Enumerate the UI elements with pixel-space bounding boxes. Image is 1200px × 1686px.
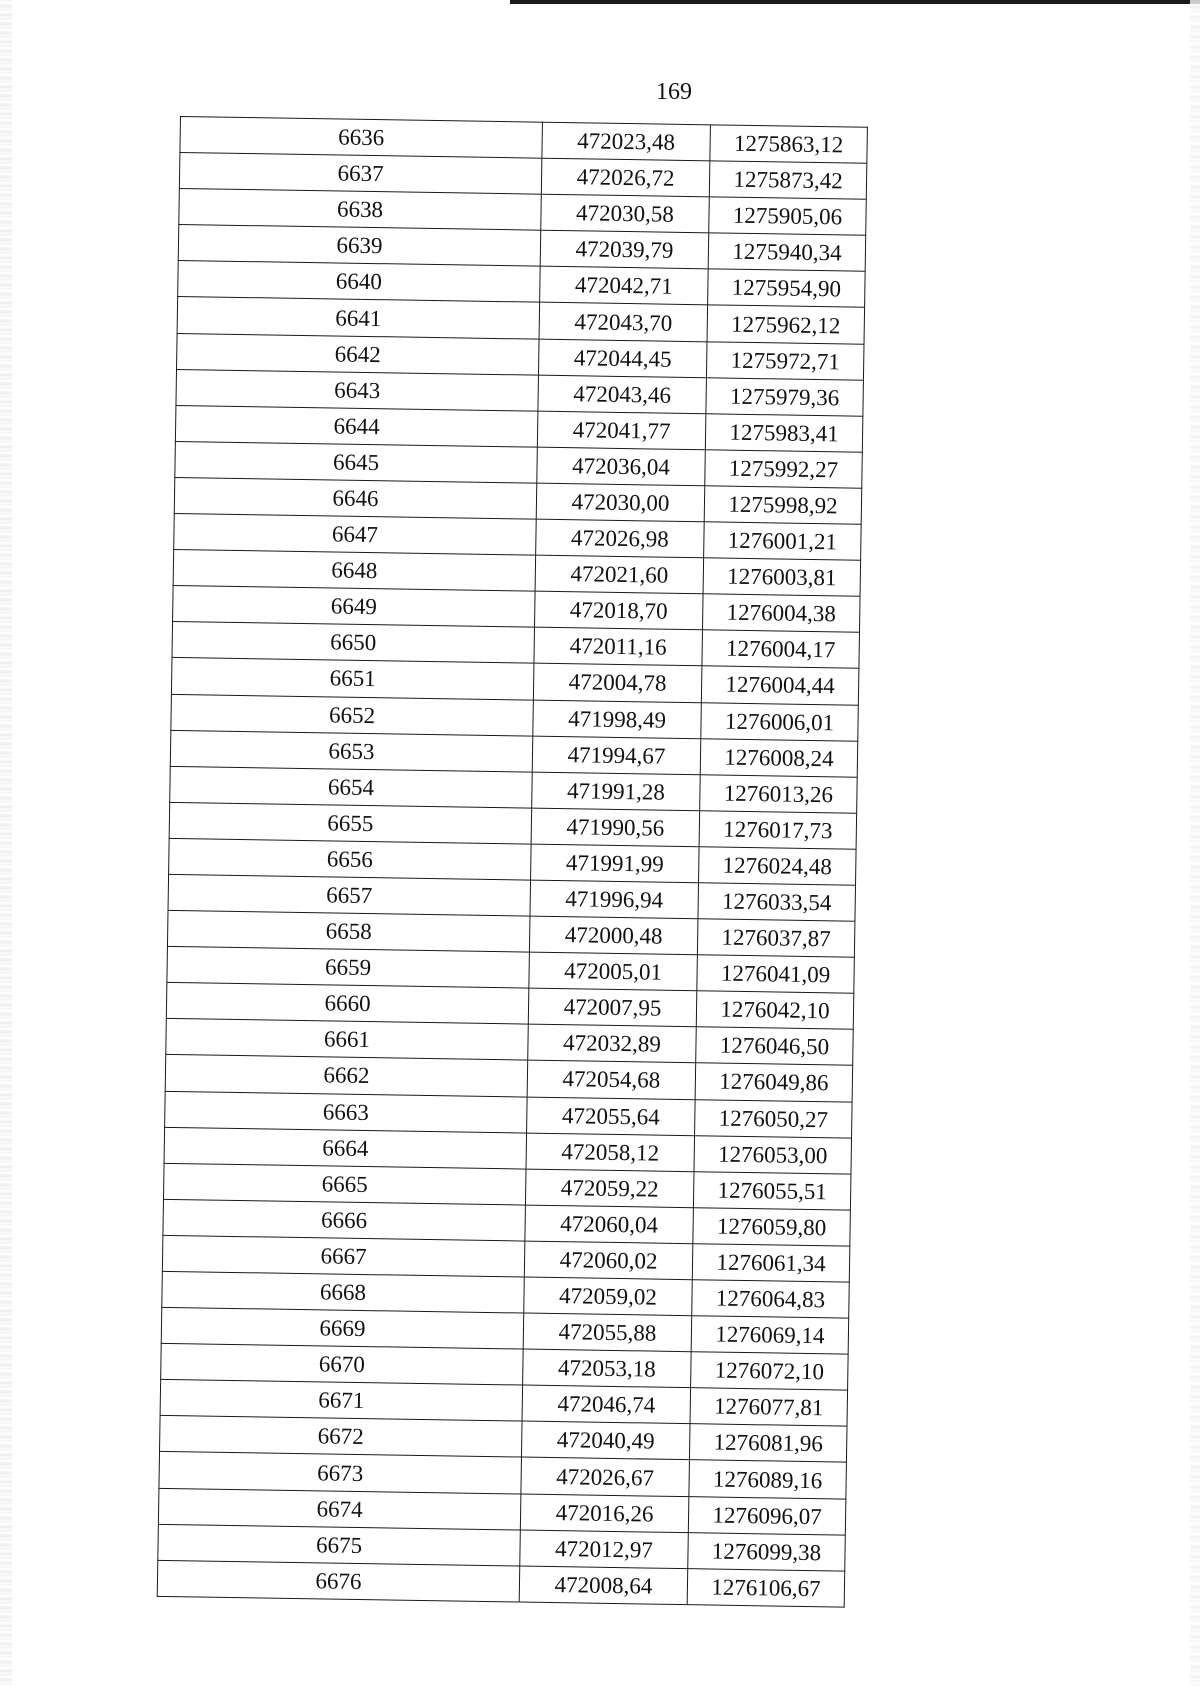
y-coordinate-cell: 1276004,44 [701, 666, 859, 705]
point-number-cell: 6652 [171, 694, 534, 736]
point-number-cell: 6666 [163, 1199, 526, 1241]
x-coordinate-cell: 472054,68 [527, 1061, 696, 1100]
point-number-cell: 6671 [160, 1380, 523, 1422]
y-coordinate-cell: 1276059,80 [693, 1208, 851, 1247]
y-coordinate-cell: 1275873,42 [709, 161, 867, 200]
y-coordinate-cell: 1275972,71 [706, 341, 864, 380]
y-coordinate-cell: 1276013,26 [700, 774, 858, 813]
x-coordinate-cell: 472053,18 [523, 1349, 692, 1388]
x-coordinate-cell: 472055,64 [527, 1097, 696, 1136]
x-coordinate-cell: 472046,74 [522, 1385, 691, 1424]
x-coordinate-cell: 472030,58 [541, 194, 710, 233]
point-number-cell: 6641 [177, 297, 540, 339]
point-number-cell: 6640 [178, 261, 541, 303]
x-coordinate-cell: 472012,97 [520, 1530, 689, 1569]
y-coordinate-cell: 1276106,67 [687, 1568, 845, 1607]
x-coordinate-cell: 472026,72 [541, 158, 710, 197]
y-coordinate-cell: 1276072,10 [691, 1352, 849, 1391]
x-coordinate-cell: 472040,49 [521, 1421, 690, 1460]
x-coordinate-cell: 472043,46 [538, 375, 707, 414]
y-coordinate-cell: 1276008,24 [700, 738, 858, 777]
x-coordinate-cell: 472032,89 [528, 1024, 697, 1063]
x-coordinate-cell: 472000,48 [529, 916, 698, 955]
point-number-cell: 6639 [178, 225, 541, 267]
point-number-cell: 6660 [166, 983, 529, 1025]
y-coordinate-cell: 1276004,38 [702, 594, 860, 633]
point-number-cell: 6674 [158, 1488, 521, 1530]
x-coordinate-cell: 472058,12 [526, 1133, 695, 1172]
y-coordinate-cell: 1276046,50 [696, 1027, 854, 1066]
point-number-cell: 6667 [162, 1235, 525, 1277]
point-number-cell: 6675 [158, 1524, 521, 1566]
x-coordinate-cell: 472059,02 [524, 1277, 693, 1316]
x-coordinate-cell: 472036,04 [537, 447, 706, 486]
x-coordinate-cell: 472026,98 [536, 519, 705, 558]
point-number-cell: 6647 [174, 513, 537, 555]
x-coordinate-cell: 471996,94 [530, 880, 699, 919]
x-coordinate-cell: 472060,02 [524, 1241, 693, 1280]
y-coordinate-cell: 1276081,96 [689, 1424, 847, 1463]
point-number-cell: 6655 [169, 802, 532, 844]
y-coordinate-cell: 1276001,21 [704, 522, 862, 561]
point-number-cell: 6668 [162, 1271, 525, 1313]
y-coordinate-cell: 1276024,48 [699, 847, 857, 886]
point-number-cell: 6670 [161, 1344, 524, 1386]
point-number-cell: 6637 [179, 153, 542, 195]
point-number-cell: 6650 [172, 622, 535, 664]
x-coordinate-cell: 472004,78 [533, 664, 702, 703]
point-number-cell: 6648 [173, 550, 536, 592]
scan-left-edge [0, 0, 12, 1686]
page-number: 169 [656, 79, 692, 105]
point-number-cell: 6656 [169, 838, 532, 880]
point-number-cell: 6638 [179, 189, 542, 231]
x-coordinate-cell: 472044,45 [538, 339, 707, 378]
y-coordinate-cell: 1275954,90 [708, 269, 866, 308]
point-number-cell: 6676 [157, 1560, 520, 1602]
point-number-cell: 6651 [171, 658, 534, 700]
y-coordinate-cell: 1276017,73 [699, 811, 857, 850]
x-coordinate-cell: 472007,95 [528, 988, 697, 1027]
x-coordinate-cell: 472055,88 [523, 1313, 692, 1352]
y-coordinate-cell: 1275998,92 [704, 486, 862, 525]
point-number-cell: 6669 [161, 1307, 524, 1349]
y-coordinate-cell: 1276041,09 [697, 955, 855, 994]
point-number-cell: 6642 [177, 333, 540, 375]
point-number-cell: 6659 [167, 947, 530, 989]
scan-top-border [510, 0, 1200, 4]
x-coordinate-cell: 472060,04 [525, 1205, 694, 1244]
y-coordinate-cell: 1276064,83 [692, 1280, 850, 1319]
coordinates-table [157, 116, 868, 1607]
y-coordinate-cell: 1276099,38 [688, 1532, 846, 1571]
y-coordinate-cell: 1276042,10 [696, 991, 854, 1030]
x-coordinate-cell: 472023,48 [542, 122, 711, 161]
x-coordinate-cell: 472008,64 [519, 1566, 688, 1605]
point-number-cell: 6654 [170, 766, 533, 808]
x-coordinate-cell: 472011,16 [534, 627, 703, 666]
point-number-cell: 6658 [167, 910, 530, 952]
point-number-cell: 6664 [164, 1127, 527, 1169]
y-coordinate-cell: 1276004,17 [702, 630, 860, 669]
point-number-cell: 6657 [168, 874, 531, 916]
x-coordinate-cell: 471994,67 [532, 736, 701, 775]
point-number-cell: 6646 [174, 477, 537, 519]
y-coordinate-cell: 1276050,27 [695, 1099, 853, 1138]
y-coordinate-cell: 1276033,54 [698, 883, 856, 922]
point-number-cell: 6661 [166, 1019, 529, 1061]
point-number-cell: 6636 [180, 117, 543, 159]
y-coordinate-cell: 1276049,86 [695, 1063, 853, 1102]
point-number-cell: 6673 [159, 1452, 522, 1494]
y-coordinate-cell: 1276055,51 [693, 1171, 851, 1210]
x-coordinate-cell: 472059,22 [525, 1169, 694, 1208]
y-coordinate-cell: 1275940,34 [708, 233, 866, 272]
y-coordinate-cell: 1275983,41 [705, 414, 863, 453]
x-coordinate-cell: 472039,79 [540, 230, 709, 269]
y-coordinate-cell: 1276089,16 [689, 1460, 847, 1499]
x-coordinate-cell: 472026,67 [521, 1457, 690, 1496]
x-coordinate-cell: 472030,00 [536, 483, 705, 522]
y-coordinate-cell: 1276069,14 [691, 1316, 849, 1355]
y-coordinate-cell: 1275992,27 [705, 450, 863, 489]
y-coordinate-cell: 1276061,34 [692, 1244, 850, 1283]
y-coordinate-cell: 1276037,87 [697, 919, 855, 958]
y-coordinate-cell: 1276053,00 [694, 1135, 852, 1174]
y-coordinate-cell: 1275905,06 [709, 197, 867, 236]
point-number-cell: 6643 [176, 369, 539, 411]
point-number-cell: 6653 [170, 730, 533, 772]
point-number-cell: 6644 [175, 405, 538, 447]
x-coordinate-cell: 472041,77 [537, 411, 706, 450]
x-coordinate-cell: 471991,28 [532, 772, 701, 811]
y-coordinate-cell: 1275979,36 [706, 377, 864, 416]
y-coordinate-cell: 1276096,07 [688, 1496, 846, 1535]
x-coordinate-cell: 472042,71 [540, 267, 709, 306]
coordinates-table-body [157, 117, 867, 1607]
x-coordinate-cell: 472021,60 [535, 555, 704, 594]
point-number-cell: 6649 [173, 586, 536, 628]
point-number-cell: 6645 [175, 441, 538, 483]
y-coordinate-cell: 1276077,81 [690, 1388, 848, 1427]
point-number-cell: 6662 [165, 1055, 528, 1097]
x-coordinate-cell: 472043,70 [539, 303, 708, 342]
y-coordinate-cell: 1275962,12 [707, 305, 865, 344]
x-coordinate-cell: 472005,01 [529, 952, 698, 991]
y-coordinate-cell: 1275863,12 [710, 125, 868, 164]
x-coordinate-cell: 472018,70 [535, 591, 704, 630]
x-coordinate-cell: 471990,56 [531, 808, 700, 847]
x-coordinate-cell: 471991,99 [531, 844, 700, 883]
x-coordinate-cell: 471998,49 [533, 700, 702, 739]
scan-right-edge [1190, 0, 1200, 1686]
x-coordinate-cell: 472016,26 [520, 1494, 689, 1533]
point-number-cell: 6663 [165, 1091, 528, 1133]
point-number-cell: 6672 [160, 1416, 523, 1458]
y-coordinate-cell: 1276006,01 [701, 702, 859, 741]
point-number-cell: 6665 [163, 1163, 526, 1205]
y-coordinate-cell: 1276003,81 [703, 558, 861, 597]
